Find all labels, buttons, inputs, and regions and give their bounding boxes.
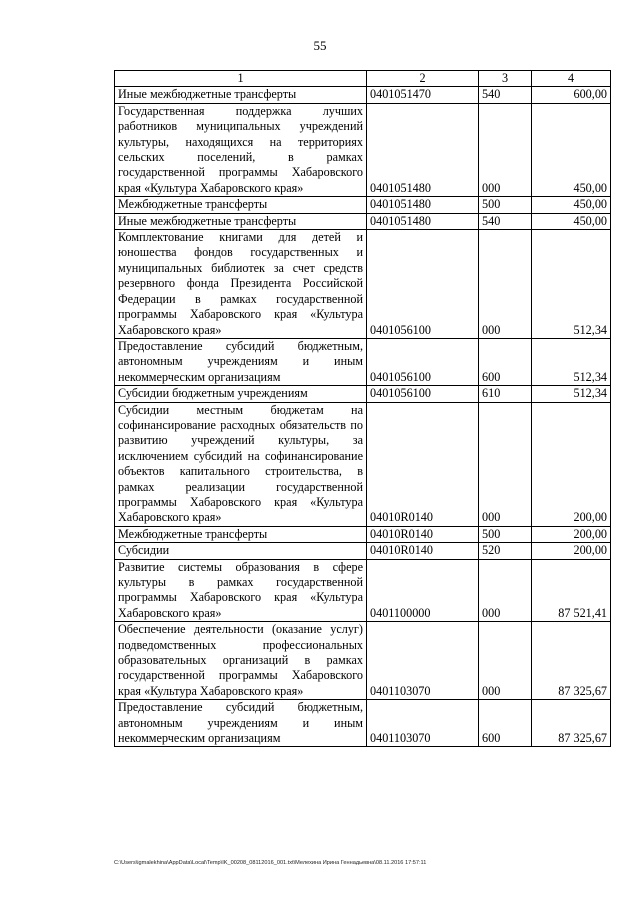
row-code-cell: 0401056100 — [367, 338, 479, 385]
row-amount-cell: 512,34 — [532, 230, 611, 339]
row-type-cell: 540 — [479, 213, 532, 229]
budget-table — [114, 70, 611, 747]
row-name-cell: Субсидии — [115, 543, 367, 559]
row-name-cell: Обеспечение деятельности (оказание услуг) подведомственных профессиональных образовательных организаций в рамках государственной программы Хабаровского края «Культура Хабаровского края» — [115, 622, 367, 700]
table-row — [115, 213, 611, 229]
row-type-cell: 600 — [479, 700, 532, 747]
row-amount-cell: 450,00 — [532, 103, 611, 196]
row-code-cell: 04010R0140 — [367, 543, 479, 559]
row-name-cell: Субсидии бюджетным учреждениям — [115, 386, 367, 402]
header-col-1: 1 — [115, 71, 367, 87]
row-name-cell: Иные межбюджетные трансферты — [115, 87, 367, 103]
row-name-cell: Иные межбюджетные трансферты — [115, 213, 367, 229]
row-name-cell: Комплектование книгами для детей и юношества фондов государственных и муниципальных библиотек за счет средств резервного фонда Президента Российской Федерации в рамках государственной программы Хабаровского края «Культура Хабаровского края» — [115, 230, 367, 339]
row-code-cell: 0401051480 — [367, 103, 479, 196]
page-number: 55 — [313, 38, 327, 53]
table-row — [115, 526, 611, 542]
row-amount-cell: 450,00 — [532, 213, 611, 229]
table-row — [115, 103, 611, 196]
table-row — [115, 559, 611, 622]
row-code-cell: 0401100000 — [367, 559, 479, 622]
row-code-cell: 0401051470 — [367, 87, 479, 103]
header-col-3: 3 — [479, 71, 532, 87]
row-type-cell: 600 — [479, 338, 532, 385]
row-code-cell: 0401103070 — [367, 622, 479, 700]
table-row — [115, 230, 611, 339]
row-code-cell: 0401056100 — [367, 230, 479, 339]
table-row — [115, 87, 611, 103]
row-amount-cell: 87 325,67 — [532, 700, 611, 747]
footer-file-path: C:\Users\igmalekhina\AppData\Local\Temp\IK_00208_08112016_001.txt\Мелехина Ирина Геннадьевна\08.11.2016 17:57:11 — [114, 860, 427, 866]
header-col-4: 4 — [532, 71, 611, 87]
row-name-cell: Межбюджетные трансферты — [115, 526, 367, 542]
row-name-cell: Государственная поддержка лучших работников муниципальных учреждений культуры, находящихся на территориях сельских поселений, в рамках государственной программы Хабаровского края «Культура Хабаровского края» — [115, 103, 367, 196]
row-name-cell: Предоставление субсидий бюджетным, автономным учреждениям и иным некоммерческим организациям — [115, 700, 367, 747]
row-type-cell: 500 — [479, 197, 532, 213]
row-type-cell: 000 — [479, 230, 532, 339]
table-row — [115, 700, 611, 747]
row-amount-cell: 87 325,67 — [532, 622, 611, 700]
row-amount-cell: 200,00 — [532, 526, 611, 542]
row-type-cell: 000 — [479, 622, 532, 700]
row-amount-cell: 512,34 — [532, 386, 611, 402]
row-amount-cell: 512,34 — [532, 338, 611, 385]
table-row — [115, 386, 611, 402]
row-type-cell: 000 — [479, 103, 532, 196]
row-name-cell: Субсидии местным бюджетам на софинансирование расходных обязательств по развитию учреждений культуры, за исключением субсидий на софинансирование объектов капитального строительства, в рамках реализации государственной программы Хабаровского края «Культура Хабаровского края» — [115, 402, 367, 526]
row-type-cell: 000 — [479, 559, 532, 622]
row-type-cell: 520 — [479, 543, 532, 559]
row-amount-cell: 450,00 — [532, 197, 611, 213]
row-amount-cell: 200,00 — [532, 543, 611, 559]
row-amount-cell: 200,00 — [532, 402, 611, 526]
row-code-cell: 0401051480 — [367, 213, 479, 229]
row-type-cell: 610 — [479, 386, 532, 402]
table-row — [115, 543, 611, 559]
row-amount-cell: 87 521,41 — [532, 559, 611, 622]
row-type-cell: 000 — [479, 402, 532, 526]
row-name-cell: Межбюджетные трансферты — [115, 197, 367, 213]
row-code-cell: 0401051480 — [367, 197, 479, 213]
row-type-cell: 540 — [479, 87, 532, 103]
row-name-cell: Развитие системы образования в сфере культуры в рамках государственной программы Хабаровского края «Культура Хабаровского края» — [115, 559, 367, 622]
row-type-cell: 500 — [479, 526, 532, 542]
row-name-cell: Предоставление субсидий бюджетным, автономным учреждениям и иным некоммерческим организациям — [115, 338, 367, 385]
row-code-cell: 04010R0140 — [367, 402, 479, 526]
table-row — [115, 197, 611, 213]
table-row — [115, 338, 611, 385]
table-header-row — [115, 71, 611, 87]
table-row — [115, 622, 611, 700]
row-code-cell: 04010R0140 — [367, 526, 479, 542]
row-code-cell: 0401103070 — [367, 700, 479, 747]
header-col-2: 2 — [367, 71, 479, 87]
table-row — [115, 402, 611, 526]
row-code-cell: 0401056100 — [367, 386, 479, 402]
row-amount-cell: 600,00 — [532, 87, 611, 103]
